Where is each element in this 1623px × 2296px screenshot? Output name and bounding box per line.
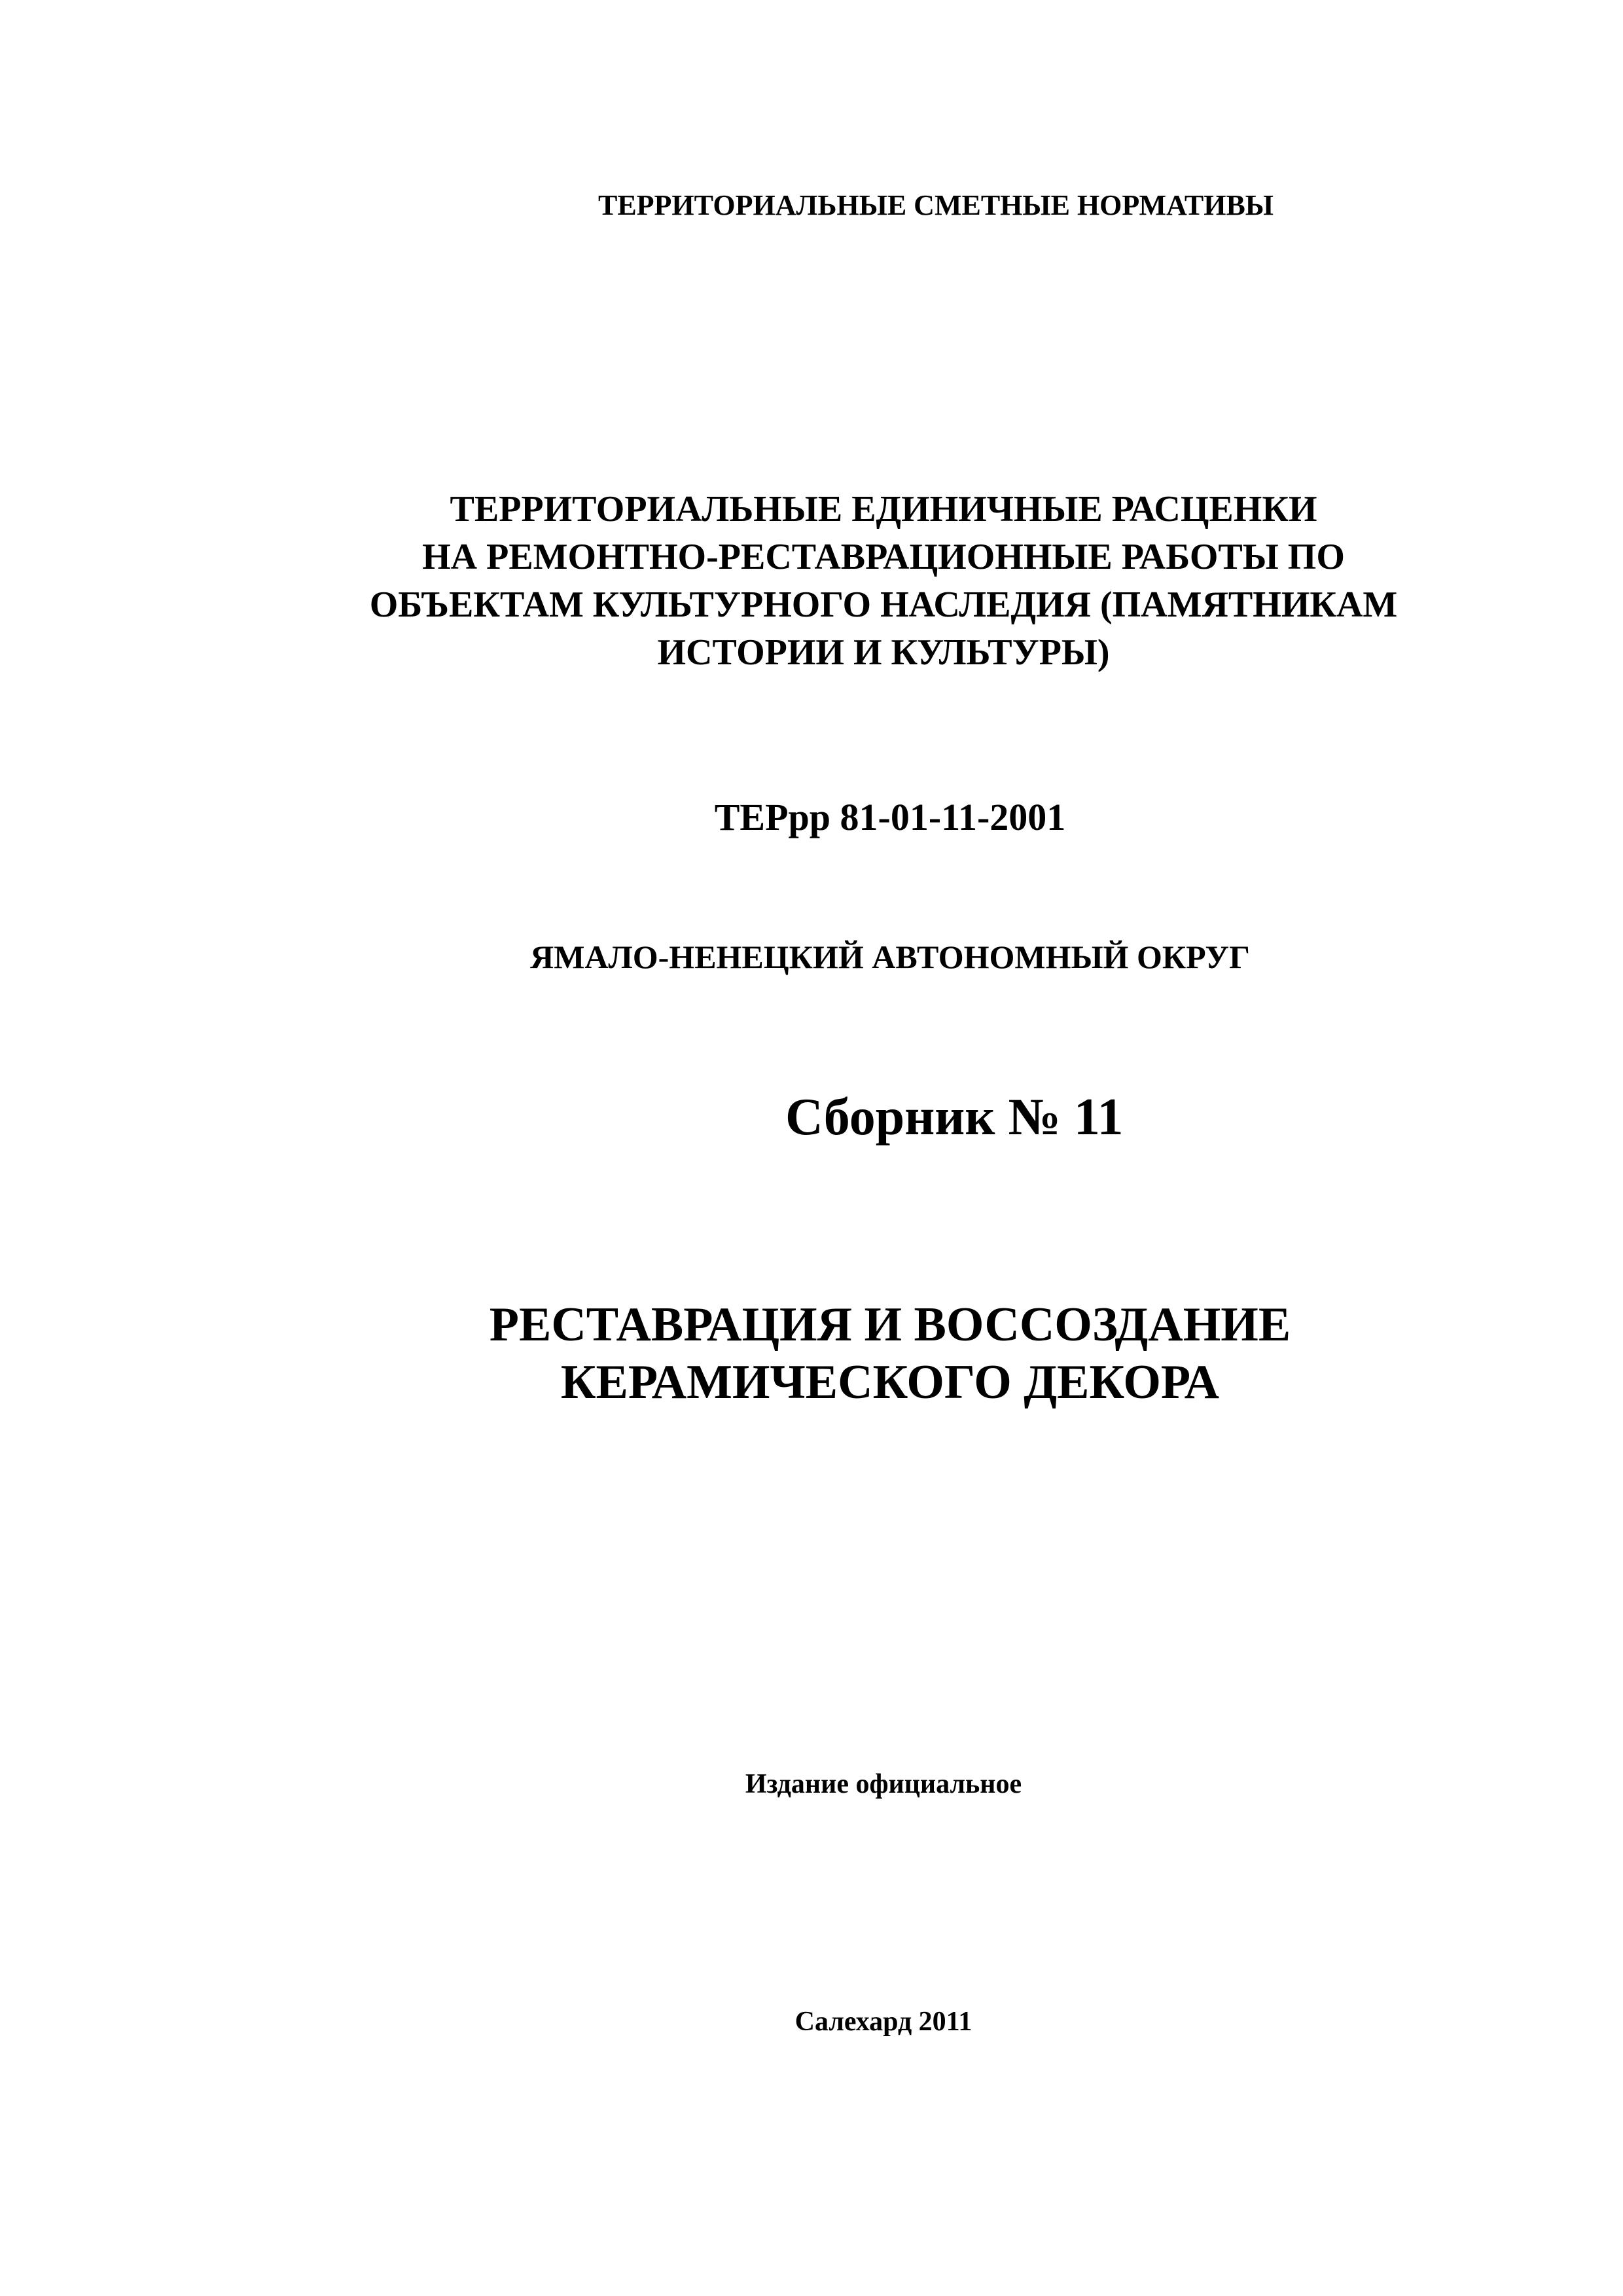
document-title	[216, 486, 1551, 677]
title-line: ОБЪЕКТАМ КУЛЬТУРНОГО НАСЛЕДИЯ (ПАМЯТНИКАМ	[369, 584, 1398, 625]
edition-note: Издание официальное	[745, 1769, 1022, 1799]
title-line: НА РЕМОНТНО-РЕСТАВРАЦИОННЫЕ РАБОТЫ ПО	[422, 537, 1345, 577]
subject-line: РЕСТАВРАЦИЯ И ВОССОЗДАНИЕ	[489, 1298, 1291, 1352]
title-line: ТЕРРИТОРИАЛЬНЫЕ ЕДИНИЧНЫЕ РАСЦЕНКИ	[450, 489, 1317, 529]
place-year: Салехард 2011	[794, 2007, 972, 2037]
document-region: ЯМАЛО-НЕНЕЦКИЙ АВТОНОМНЫЙ ОКРУГ	[530, 939, 1250, 975]
subject-line: КЕРАМИЧЕСКОГО ДЕКОРА	[560, 1355, 1220, 1409]
document-header: ТЕРРИТОРИАЛЬНЫЕ СМЕТНЫЕ НОРМАТИВЫ	[597, 189, 1274, 221]
title-line: ИСТОРИИ И КУЛЬТУРЫ)	[657, 632, 1110, 673]
collection-number: Сборник № 11	[785, 1088, 1124, 1146]
document-code: ТЕРрр 81-01-11-2001	[714, 796, 1066, 838]
document-subject	[327, 1296, 1453, 1411]
